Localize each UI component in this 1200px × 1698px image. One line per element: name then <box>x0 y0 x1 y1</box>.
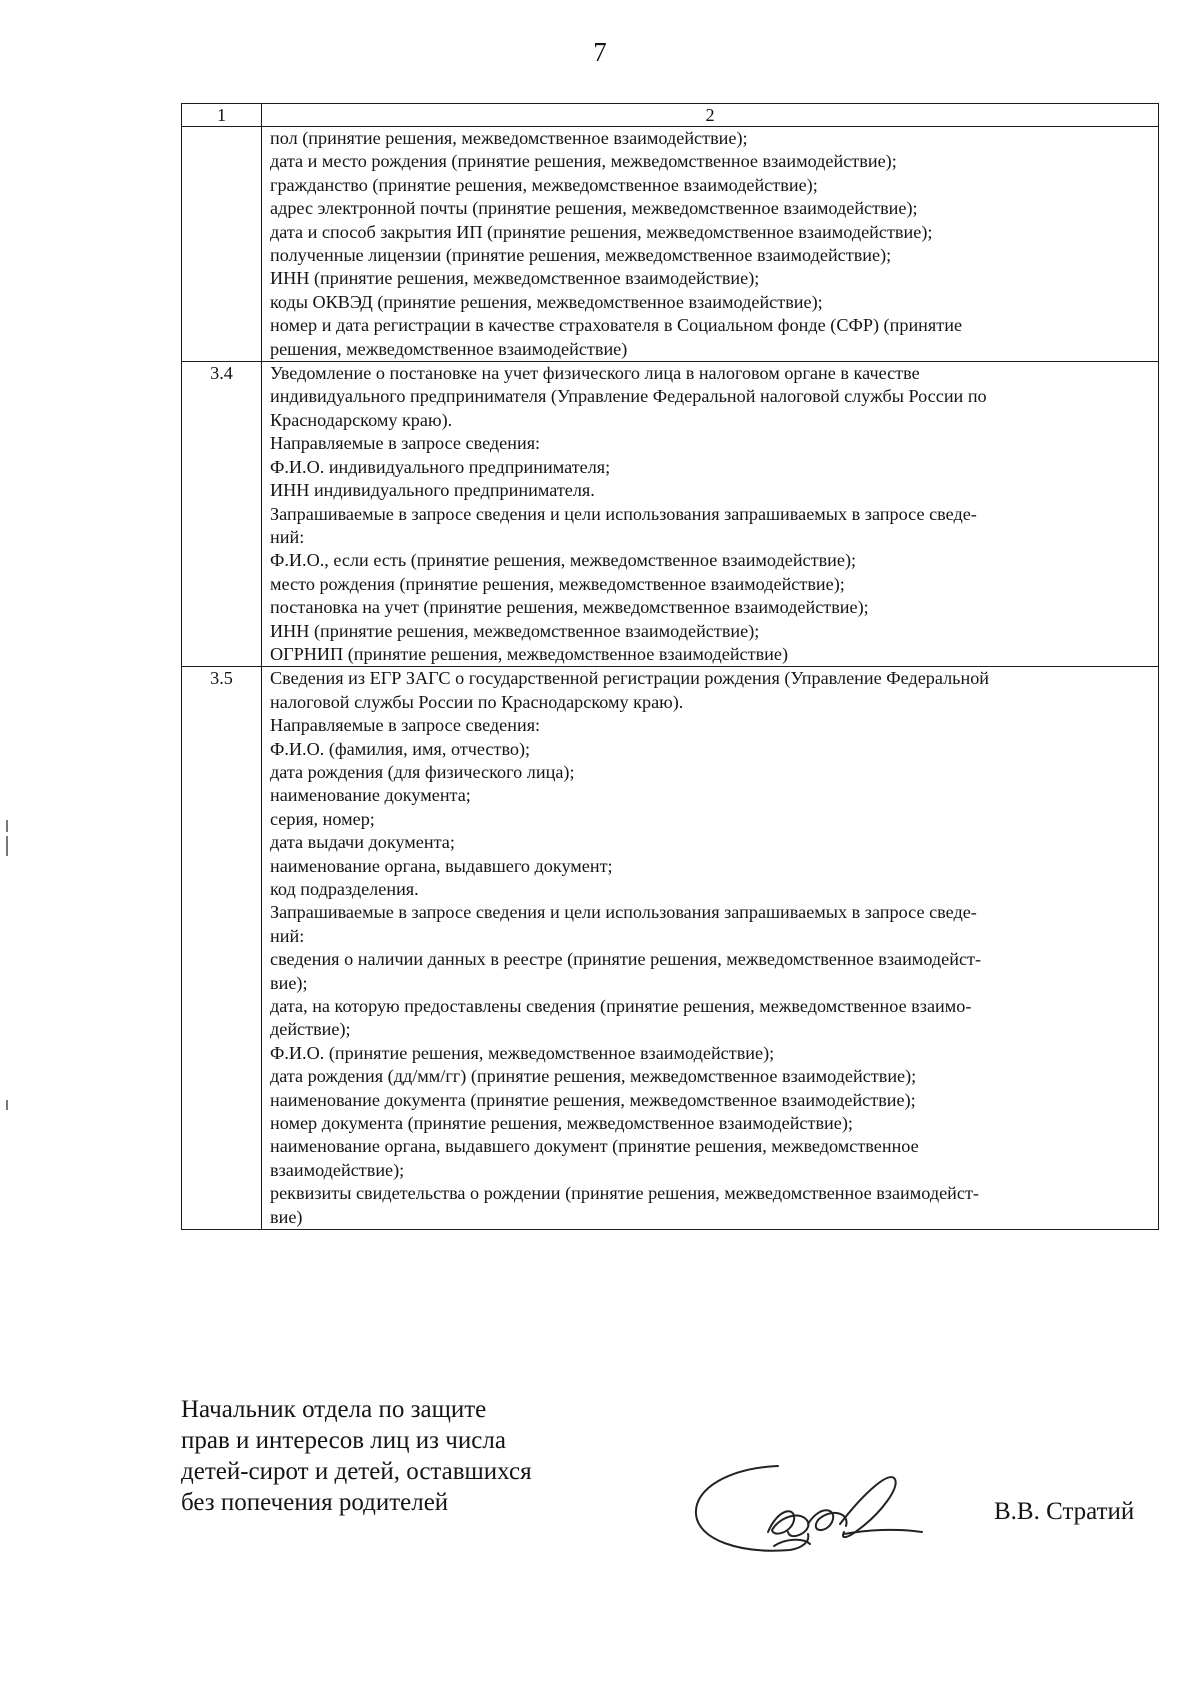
row-content-line: наименование документа; <box>270 785 471 806</box>
row-content-line: дата, на которую предоставлены сведения (принятие решения, межведомственное взаимо- <box>270 996 972 1017</box>
row-content-line: действие); <box>270 1019 351 1040</box>
table-header-row <box>182 104 1159 127</box>
row-content-line: адрес электронной почты (принятие решения, межведомственное взаимодействие); <box>270 198 918 219</box>
row-content-line: Ф.И.О. (фамилия, имя, отчество); <box>270 738 531 759</box>
table-header-col-2: 2 <box>262 104 1159 127</box>
row-content-line: гражданство (принятие решения, межведомственное взаимодействие); <box>270 174 818 195</box>
row-content-line: ний: <box>270 526 305 547</box>
row-content-line: взаимодействие); <box>270 1159 405 1180</box>
row-content-cell <box>262 127 1159 362</box>
row-content-line: пол (принятие решения, межведомственное взаимодействие); <box>270 128 748 148</box>
scan-margin-mark <box>6 836 8 856</box>
signatory-position-line: детей-сирот и детей, оставшихся <box>181 1458 532 1485</box>
row-content-line: ИНН индивидуального предпринимателя. <box>270 480 595 501</box>
row-content-line: сведения о наличии данных в реестре (принятие решения, межведомственное взаимодейст- <box>270 949 982 970</box>
page-number: 7 <box>593 37 607 67</box>
row-number-cell: 3.4 <box>182 362 262 667</box>
row-content-line: дата рождения (для физического лица); <box>270 761 575 782</box>
row-number-cell <box>182 127 262 362</box>
row-content-line: ИНН (принятие решения, межведомственное взаимодействие); <box>270 268 760 289</box>
row-content-line: код подразделения. <box>270 879 419 899</box>
row-content-cell <box>262 362 1159 667</box>
signatory-position-line: Начальник отдела по защите <box>181 1396 487 1423</box>
row-content-cell <box>262 667 1159 1230</box>
table-row <box>182 127 1159 362</box>
row-content-line: постановка на учет (принятие решения, межведомственное взаимодействие); <box>270 597 869 618</box>
row-content-line: Направляемые в запросе сведения: <box>270 715 541 736</box>
table-header-col-1: 1 <box>182 104 262 127</box>
table-row <box>182 667 1159 1230</box>
row-content-line: коды ОКВЭД (принятие решения, межведомственное взаимодействие); <box>270 291 823 312</box>
signatory-position <box>181 1394 741 1518</box>
signatory-name: В.В. Стратий <box>994 1498 1135 1525</box>
row-content-line: Ф.И.О. индивидуального предпринимателя; <box>270 456 611 477</box>
row-content-line: Краснодарскому краю). <box>270 409 453 430</box>
signatory-position-line: без попечения родителей <box>181 1489 449 1516</box>
row-content-line: дата и способ закрытия ИП (принятие решения, межведомственное взаимодействие); <box>270 221 933 242</box>
row-content-line: Ф.И.О., если есть (принятие решения, межведомственное взаимодействие); <box>270 550 857 571</box>
handwritten-signature <box>690 1458 950 1578</box>
row-content-line: Запрашиваемые в запросе сведения и цели использования запрашиваемых в запросе сведе- <box>270 902 977 923</box>
scan-margin-mark <box>6 820 8 832</box>
row-content-line: налоговой службы России по Краснодарскому краю). <box>270 691 684 712</box>
row-content-line: индивидуального предпринимателя (Управление Федеральной налоговой службы России по <box>270 386 987 407</box>
row-content-line: ИНН (принятие решения, межведомственное взаимодействие); <box>270 620 760 641</box>
row-content-line: ний: <box>270 925 305 946</box>
signatory-position-line: прав и интересов лиц из числа <box>181 1427 506 1454</box>
row-content-line: реквизиты свидетельства о рождении (принятие решения, межведомственное взаимодейст- <box>270 1183 979 1204</box>
row-content-line: Направляемые в запросе сведения: <box>270 433 541 454</box>
row-content-line: вие) <box>270 1206 303 1227</box>
row-content-line: Уведомление о постановке на учет физического лица в налоговом органе в качестве <box>270 363 920 384</box>
row-content-line: серия, номер; <box>270 808 375 829</box>
row-content-line: полученные лицензии (принятие решения, межведомственное взаимодействие); <box>270 245 892 266</box>
row-content-line: дата и место рождения (принятие решения, межведомственное взаимодействие); <box>270 151 897 172</box>
row-content-line: Ф.И.О. (принятие решения, межведомственное взаимодействие); <box>270 1042 775 1063</box>
scan-margin-mark <box>6 1100 8 1110</box>
row-content-line: наименование органа, выдавшего документ; <box>270 855 613 876</box>
row-number-cell: 3.5 <box>182 667 262 1230</box>
row-content-line: Сведения из ЕГР ЗАГС о государственной регистрации рождения (Управление Федеральной <box>270 668 990 689</box>
row-content-line: решения, межведомственное взаимодействие) <box>270 338 628 359</box>
row-content-line: место рождения (принятие решения, межведомственное взаимодействие); <box>270 573 845 594</box>
row-content-line: номер документа (принятие решения, межведомственное взаимодействие); <box>270 1113 853 1134</box>
row-content-line: вие); <box>270 972 308 993</box>
requests-table <box>181 103 1159 1230</box>
row-content-line: дата рождения (дд/мм/гг) (принятие решения, межведомственное взаимодействие); <box>270 1066 917 1087</box>
row-content-line: Запрашиваемые в запросе сведения и цели использования запрашиваемых в запросе сведе- <box>270 503 977 524</box>
row-content-line: наименование документа (принятие решения, межведомственное взаимодействие); <box>270 1089 916 1110</box>
row-content-line: ОГРНИП (принятие решения, межведомственное взаимодействие) <box>270 643 789 664</box>
row-content-line: наименование органа, выдавшего документ (принятие решения, межведомственное <box>270 1136 919 1157</box>
table-row <box>182 362 1159 667</box>
row-content-line: дата выдачи документа; <box>270 832 455 853</box>
row-content-line: номер и дата регистрации в качестве страхователя в Социальном фонде (СФР) (принятие <box>270 315 963 336</box>
